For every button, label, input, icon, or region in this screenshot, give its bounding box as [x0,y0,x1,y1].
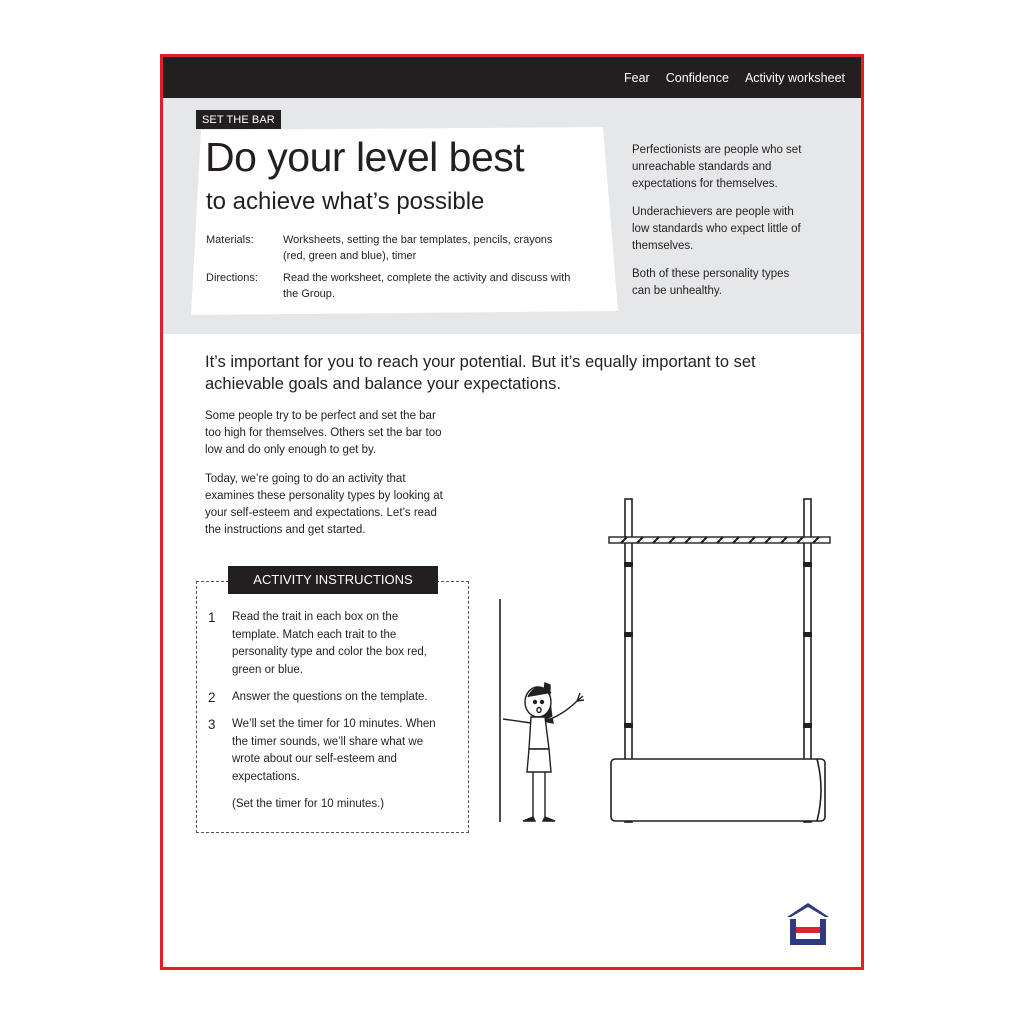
sidebar-perfectionists: Perfectionists are people who set unreachable standards and expectations for themselves. [632,144,802,190]
directions-label: Directions: [206,272,258,284]
step-text: We’ll set the timer for 10 minutes. When the timer sounds, we’ll share what we wrote about our self-esteem and expectations. [232,718,436,783]
lead-paragraph: It’s important for you to reach your potential. But it’s equally important to set achievable goals and balance your expectations. [205,353,756,393]
nav-item-fear[interactable]: Fear [624,70,650,85]
step-number: 2 [208,690,216,705]
page-subtitle: to achieve what’s possible [206,188,485,215]
materials-label: Materials: [206,234,254,246]
activity-label: ACTIVITY INSTRUCTIONS [228,566,438,594]
sidebar-underachievers: Underachievers are people with low standards who expect little of themselves. [632,206,801,252]
page-title: Do your level best [205,134,525,180]
body-paragraph-2: Today, we’re going to do an activity that examines these personality types by looking at your self-esteem and expectations. Let’s read the instructions and get started. [205,473,443,536]
step-text: Answer the questions on the template. [232,691,428,703]
nav-item-confidence[interactable]: Confidence [665,70,729,85]
sidebar-both: Both of these personality types can be unhealthy. [632,268,790,297]
directions-text: Read the worksheet, complete the activity and discuss with the Group. [283,272,571,300]
house-logo-icon [785,901,831,947]
step-number: 1 [208,610,216,625]
worksheet-page [160,54,864,970]
high-jump-illustration [493,487,838,832]
materials-text: Worksheets, setting the bar templates, pencils, crayons (red, green and blue), timer [283,234,553,262]
nav-item-activity-worksheet[interactable]: Activity worksheet [744,70,845,85]
timer-note: (Set the timer for 10 minutes.) [232,798,385,810]
section-tag: SET THE BAR [196,110,281,129]
step-number: 3 [208,717,216,732]
step-text: Read the trait in each box on the template. Match each trait to the personality type and color the box red, green or blue. [232,611,427,676]
body-paragraph-1: Some people try to be perfect and set the bar too high for themselves. Others set the bar too low and do only enough to get by. [205,410,442,456]
